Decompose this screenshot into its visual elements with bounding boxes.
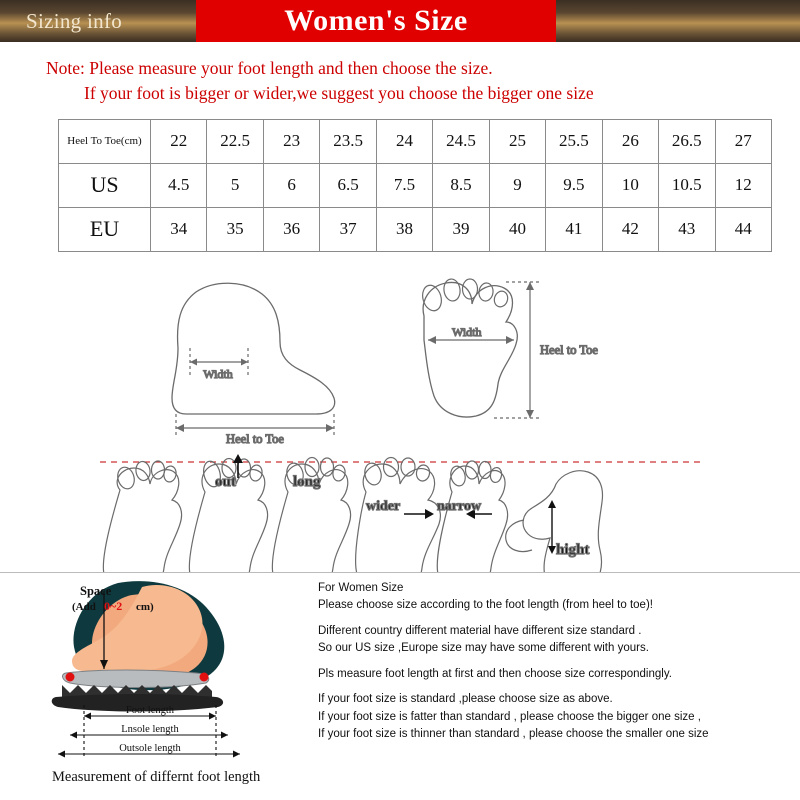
cell: 38 <box>376 207 432 251</box>
bottom-section <box>0 572 800 787</box>
cell: 25 <box>489 119 545 163</box>
row-header-heel-to-toe: Heel To Toe(cm) <box>59 119 151 163</box>
diagram-svg <box>0 252 800 572</box>
add-unit: cm) <box>136 600 154 613</box>
cross-section-svg <box>0 573 315 788</box>
cell: 5 <box>207 163 263 207</box>
guidance-line-6: If your foot size is fatter than standard , please choose the bigger one size , <box>318 710 701 723</box>
side-width-label: Width <box>203 366 233 381</box>
size-chart-wrapper <box>0 115 800 252</box>
diagram-caption: Measurement of differnt foot length <box>52 768 261 785</box>
cell: 35 <box>207 207 263 251</box>
cell: 4.5 <box>151 163 207 207</box>
cell: 36 <box>263 207 319 251</box>
cell: 34 <box>151 207 207 251</box>
foot-shape-out <box>189 454 267 572</box>
table-row <box>59 119 772 163</box>
add-label: (Add <box>72 600 96 613</box>
shoe-cross-section-diagram <box>0 573 310 788</box>
top-heel-to-toe-label: Heel to Toe <box>540 342 598 357</box>
cell: 40 <box>489 207 545 251</box>
row-header-eu: EU <box>59 207 151 251</box>
foot-shape-normal <box>103 460 181 571</box>
annotation-narrow: narrow <box>437 498 482 514</box>
cell: 10.5 <box>659 163 715 207</box>
cell: 39 <box>433 207 489 251</box>
guidance-line-1: Please choose size according to the foot length (from heel to toe)! <box>318 599 653 612</box>
cell: 12 <box>715 163 771 207</box>
page-header <box>0 0 800 42</box>
size-guidance-text <box>318 581 794 753</box>
top-width-label: Width <box>452 324 482 339</box>
cell: 26 <box>602 119 658 163</box>
side-foot-outline <box>172 283 335 414</box>
row-header-us: US <box>59 163 151 207</box>
cell: 42 <box>602 207 658 251</box>
table-row <box>59 163 772 207</box>
foot-measure-diagrams <box>0 252 800 572</box>
note-line-2: If your foot is bigger or wider,we suggest you choose the bigger one size <box>84 83 594 104</box>
top-foot-length-arrow <box>494 282 540 418</box>
insole-length-label: Lnsole length <box>121 723 179 735</box>
cell: 24 <box>376 119 432 163</box>
cell: 8.5 <box>433 163 489 207</box>
cell: 9 <box>489 163 545 207</box>
cell: 25.5 <box>546 119 602 163</box>
guidance-line-4: Pls measure foot length at first and then choose size correspondingly. <box>318 667 672 680</box>
foot-length-label: Foot length <box>125 704 175 716</box>
cell: 22.5 <box>207 119 263 163</box>
sizing-info-label: Sizing info <box>26 8 123 33</box>
cell: 24.5 <box>433 119 489 163</box>
cell: 6.5 <box>320 163 376 207</box>
cell: 41 <box>546 207 602 251</box>
outsole-length-label: Outsole length <box>119 742 181 754</box>
annotation-out: out <box>215 473 236 490</box>
guidance-line-7: If your foot size is thinner than standard , please choose the smaller one size <box>318 728 709 741</box>
size-chart-table <box>58 119 772 252</box>
cell: 10 <box>602 163 658 207</box>
cell: 7.5 <box>376 163 432 207</box>
cell: 23 <box>263 119 319 163</box>
guidance-line-3: So our US size ,Europe size may have some different with yours. <box>318 642 649 655</box>
top-foot-outline <box>420 278 518 417</box>
cell: 23.5 <box>320 119 376 163</box>
foot-shape-narrow <box>437 461 507 572</box>
cell: 9.5 <box>546 163 602 207</box>
cell: 27 <box>715 119 771 163</box>
cell: 43 <box>659 207 715 251</box>
measurement-note <box>0 42 800 115</box>
foot-shape-wider <box>356 457 441 572</box>
cell: 22 <box>151 119 207 163</box>
page-title: Women's Size <box>284 4 468 37</box>
guidance-line-2: Different country different material have different size standard . <box>318 624 642 637</box>
space-label: Space <box>80 583 112 598</box>
cell: 44 <box>715 207 771 251</box>
guidance-line-5: If your foot size is standard ,please choose size as above. <box>318 693 613 706</box>
cell: 6 <box>263 163 319 207</box>
annotation-hight: hight <box>556 541 590 558</box>
guidance-title: For Women Size <box>318 581 404 594</box>
note-line-1: Note: Please measure your foot length and then choose the size. <box>46 58 493 78</box>
annotation-long: long <box>293 473 321 490</box>
cell: 37 <box>320 207 376 251</box>
add-value: 0~2 <box>104 598 123 613</box>
cell: 26.5 <box>659 119 715 163</box>
side-heel-to-toe-label: Heel to Toe <box>226 431 284 446</box>
page-title-band <box>196 0 556 42</box>
annotation-wider: wider <box>366 498 401 514</box>
table-row <box>59 207 772 251</box>
